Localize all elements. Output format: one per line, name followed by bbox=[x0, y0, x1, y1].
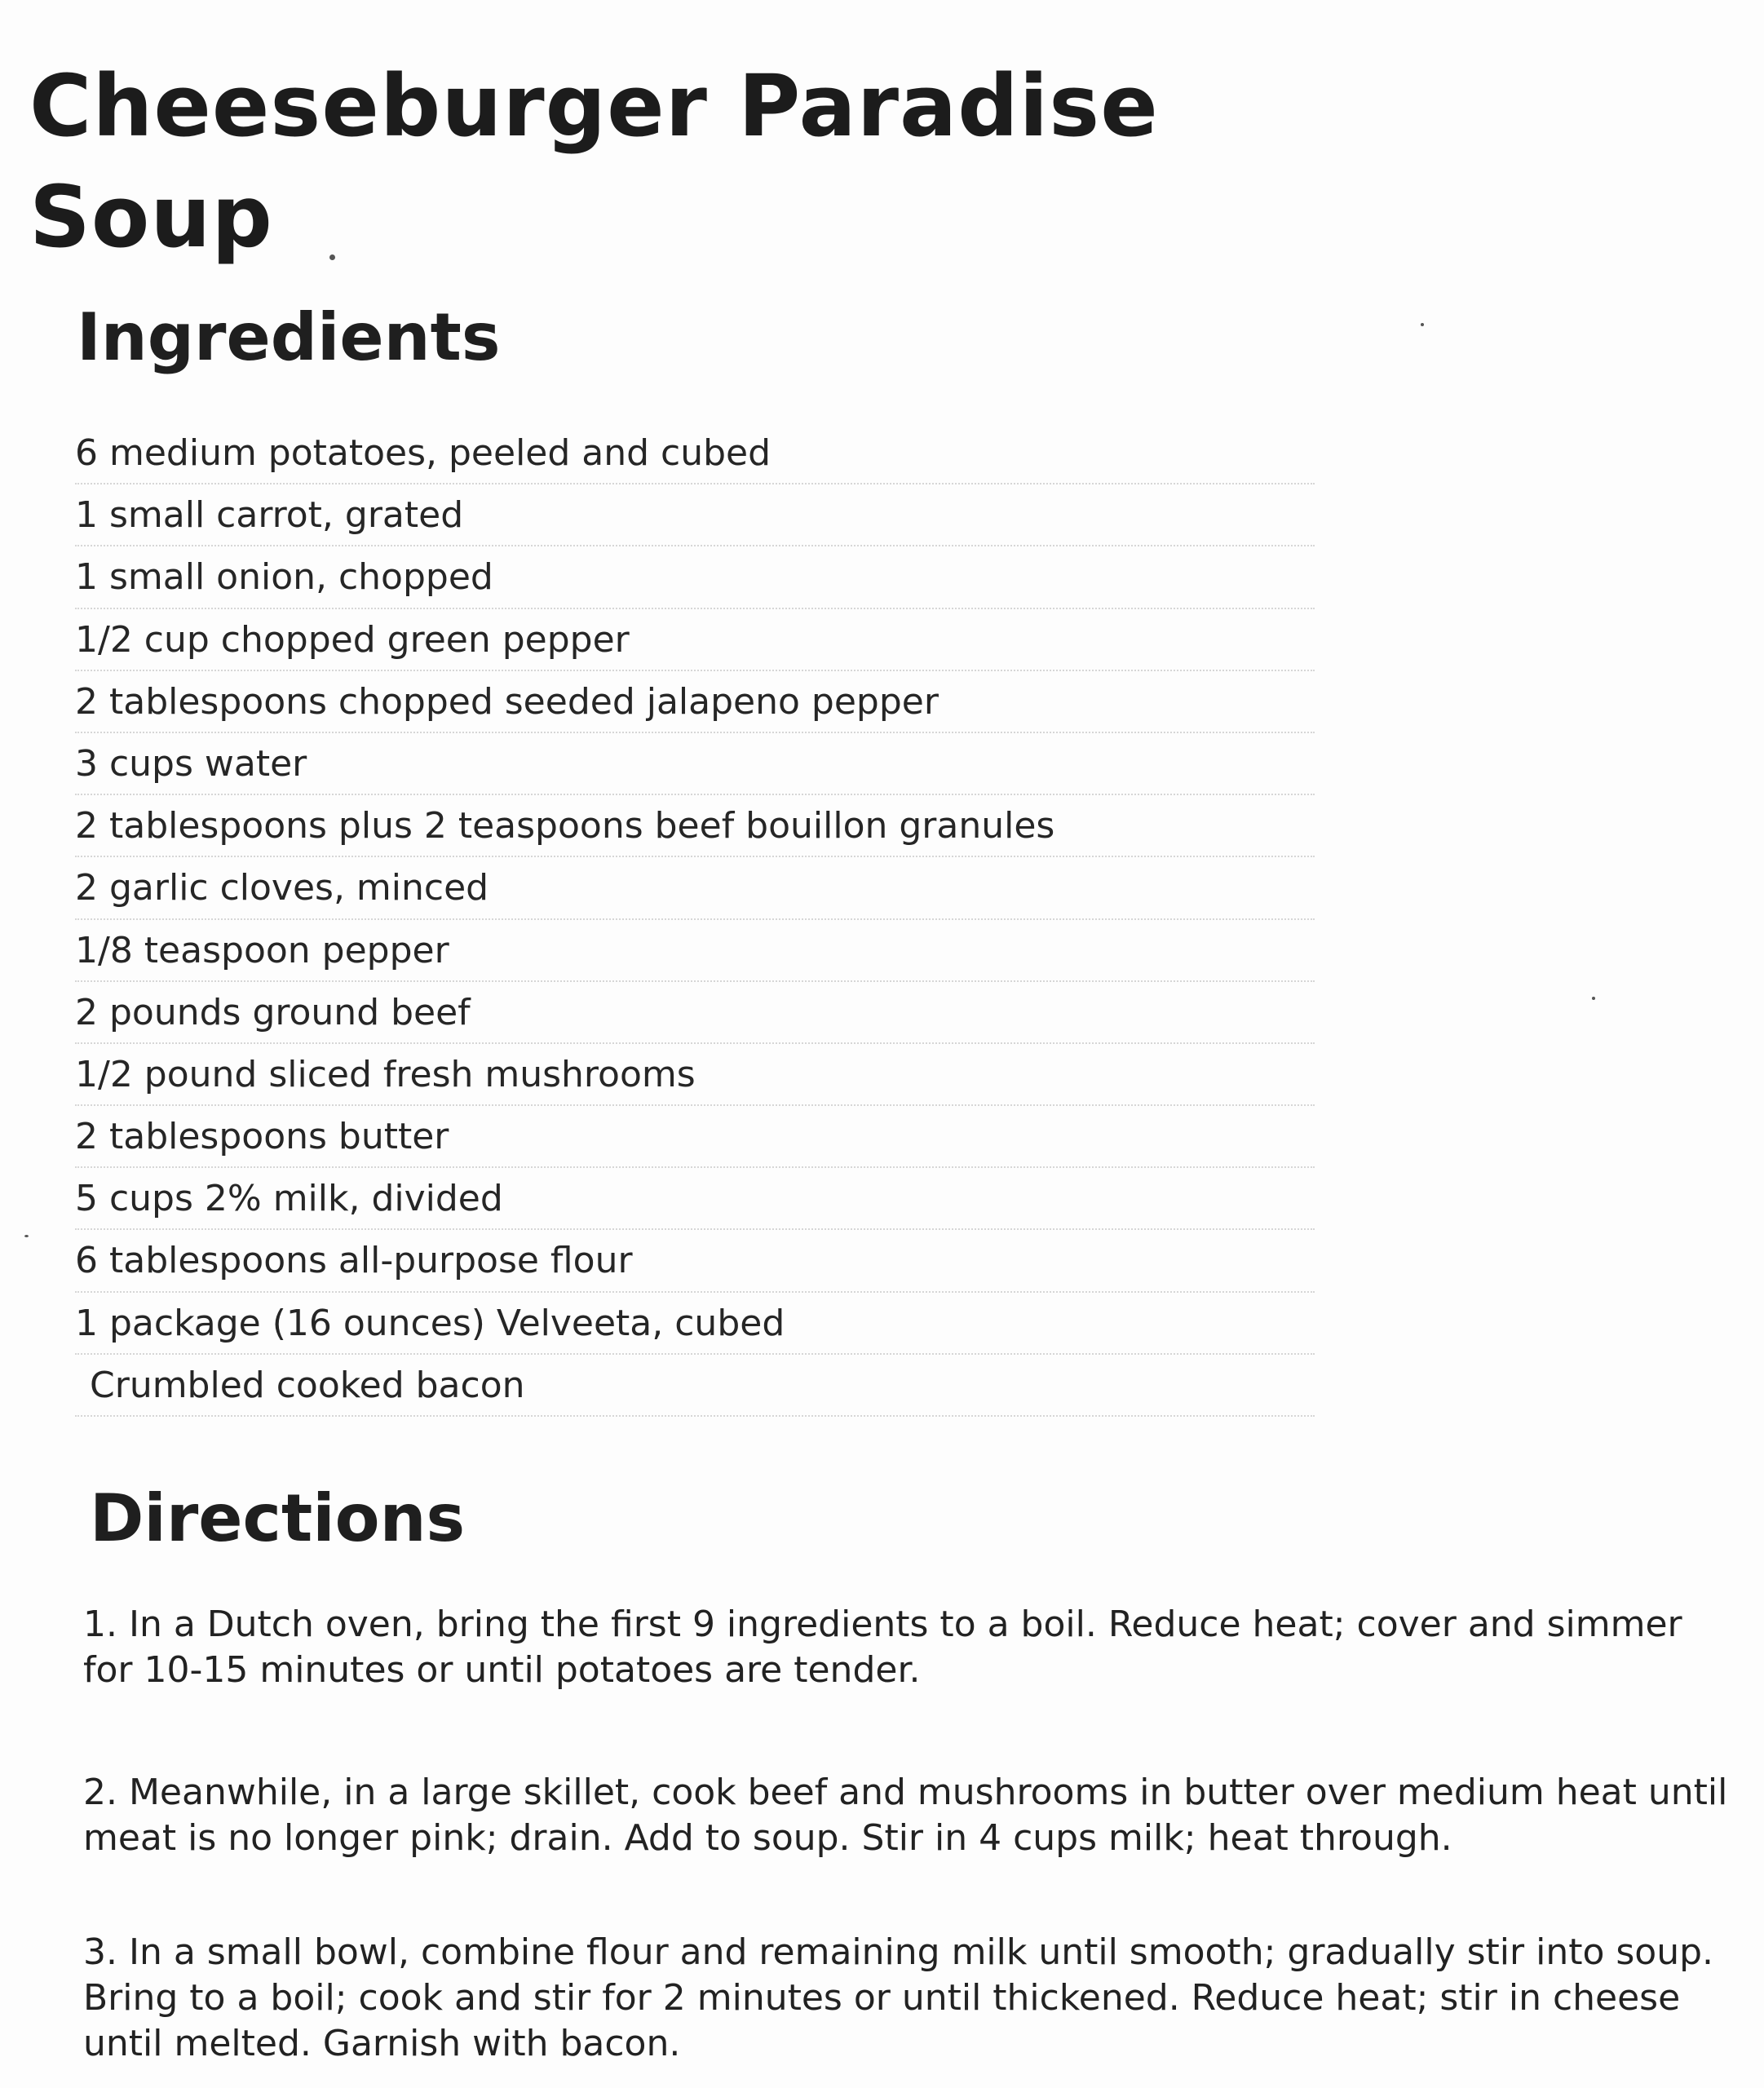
ingredient-item: 6 tablespoons all-purpose flour bbox=[75, 1230, 1315, 1292]
ingredient-item: 2 tablespoons butter bbox=[75, 1106, 1315, 1168]
scan-speck bbox=[329, 254, 335, 260]
ingredient-list bbox=[75, 422, 1315, 1417]
ingredient-item: Crumbled cooked bacon bbox=[75, 1355, 1315, 1417]
ingredient-item: 6 medium potatoes, peeled and cubed bbox=[75, 422, 1315, 484]
ingredient-item: 3 cups water bbox=[75, 733, 1315, 795]
ingredient-item: 2 tablespoons plus 2 teaspoons beef bouillon granules bbox=[75, 795, 1315, 857]
ingredient-item: 1/8 teaspoon pepper bbox=[75, 920, 1315, 982]
ingredient-item: 5 cups 2% milk, divided bbox=[75, 1168, 1315, 1230]
ingredient-item: 2 garlic cloves, minced bbox=[75, 857, 1315, 919]
ingredient-item: 1 package (16 ounces) Velveeta, cubed bbox=[75, 1293, 1315, 1355]
direction-step: 1. In a Dutch oven, bring the first 9 ingredients to a boil. Reduce heat; cover and simmer for 10-15 minutes or until potatoes are tender. bbox=[83, 1604, 1682, 1691]
recipe-title: Cheeseburger Paradise Soup bbox=[29, 56, 1159, 267]
ingredients-heading: Ingredients bbox=[77, 299, 501, 375]
directions-heading: Directions bbox=[90, 1480, 466, 1556]
ingredient-item: 1/2 pound sliced fresh mushrooms bbox=[75, 1044, 1315, 1106]
scan-speck bbox=[1592, 997, 1595, 1000]
scan-speck bbox=[24, 1235, 29, 1237]
scan-speck bbox=[1421, 323, 1424, 326]
direction-step: 3. In a small bowl, combine flour and remaining milk until smooth; gradually stir into soup. Bring to a boil; cook and stir for 2 minutes or until thickened. Reduce heat; stir in cheese until melted. Garnish with bacon. bbox=[83, 1931, 1714, 2064]
ingredient-item: 2 tablespoons chopped seeded jalapeno pepper bbox=[75, 671, 1315, 733]
direction-step: 2. Meanwhile, in a large skillet, cook beef and mushrooms in butter over medium heat until meat is no longer pink; drain. Add to soup. Stir in 4 cups milk; heat through. bbox=[83, 1772, 1728, 1859]
ingredient-item: 1/2 cup chopped green pepper bbox=[75, 609, 1315, 671]
ingredient-item: 2 pounds ground beef bbox=[75, 982, 1315, 1044]
ingredient-item: 1 small onion, chopped bbox=[75, 546, 1315, 608]
ingredient-item: 1 small carrot, grated bbox=[75, 484, 1315, 546]
